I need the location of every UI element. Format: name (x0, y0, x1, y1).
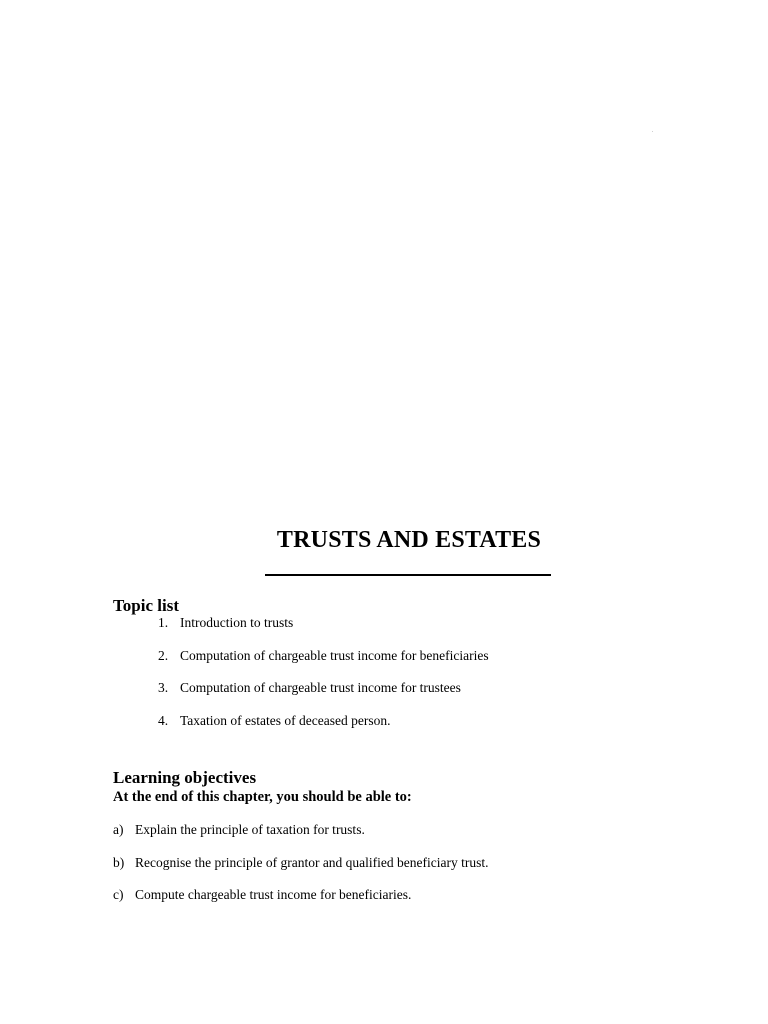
objective-item (113, 855, 489, 871)
topic-number: 1. (158, 615, 169, 630)
topic-number: 2. (158, 648, 169, 663)
objective-letter: b) (113, 855, 125, 870)
objective-text: Recognise the principle of grantor and qualified beneficiary trust. (135, 855, 489, 870)
objective-letter: a) (113, 822, 124, 837)
objective-letter: c) (113, 887, 124, 902)
topic-text: Computation of chargeable trust income for beneficiaries (180, 648, 489, 663)
topic-list-heading: Topic list (113, 596, 179, 615)
topic-list-item (158, 680, 461, 696)
topic-list-item (158, 615, 293, 631)
scan-speck (652, 131, 653, 132)
topic-text: Introduction to trusts (180, 615, 294, 630)
objective-text: Explain the principle of taxation for trusts. (135, 822, 365, 837)
learning-objectives-intro: At the end of this chapter, you should be able to: (113, 789, 412, 805)
topic-number: 3. (158, 680, 169, 695)
topic-text: Computation of chargeable trust income for trustees (180, 680, 461, 695)
topic-number: 4. (158, 713, 169, 728)
chapter-title: TRUSTS AND ESTATES (276, 527, 542, 553)
title-underline-rule (265, 574, 551, 576)
learning-objectives-heading: Learning objectives (113, 768, 257, 787)
objective-text: Compute chargeable trust income for beneficiaries. (135, 887, 412, 902)
topic-text: Taxation of estates of deceased person. (180, 713, 391, 728)
topic-list-item (158, 648, 489, 664)
objective-item (113, 822, 365, 838)
objective-item (113, 887, 411, 903)
topic-list-item (158, 713, 390, 729)
